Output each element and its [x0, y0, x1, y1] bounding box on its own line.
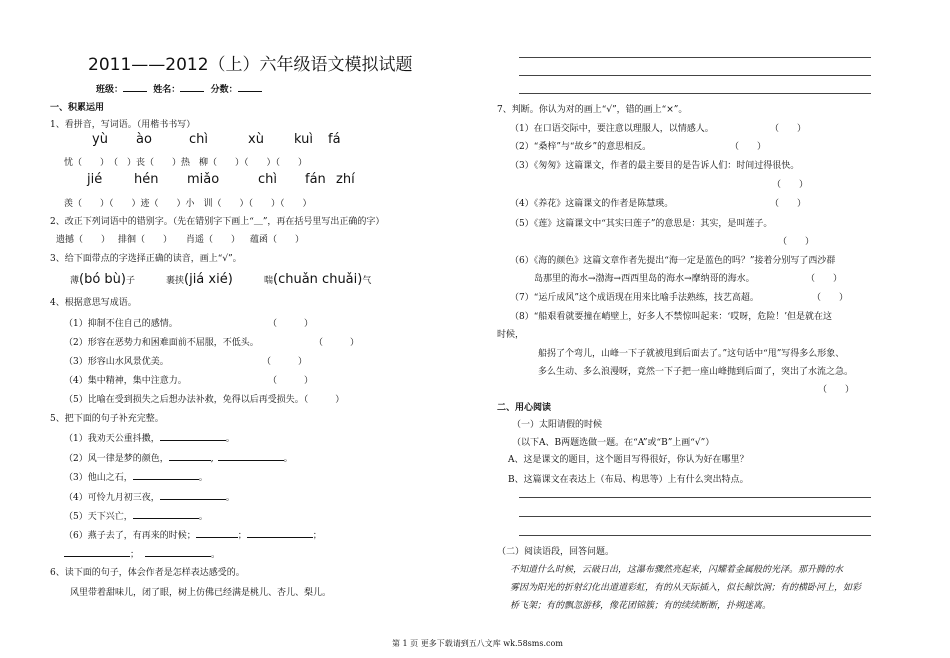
q5-item-3[interactable]: （3）他山之石， 。 — [64, 470, 208, 483]
q2-stem: 2、改正下列词语中的错别字。（先在错别字下画上“＿”，再在括号里写出正确的字） — [50, 217, 385, 227]
q4-item: （2）形容在恶势力和困难面前不屈服，不低头。 — [64, 338, 259, 348]
answer-line[interactable] — [519, 57, 871, 58]
q3-item-2[interactable] — [166, 268, 233, 287]
q1-stem: 1、看拼音，写词语。（用楷书书写） — [50, 120, 196, 130]
q7-answer-paren[interactable]: （ ） — [730, 142, 767, 152]
option-a[interactable]: A、这是课文的题目，这个题目写得很好，你认为好在哪里？ — [508, 455, 749, 465]
q7-item: （4）《养花》这篇课文的作者是陈慧瑛。 — [510, 199, 674, 209]
q5-item-6-cont[interactable]: ； 。 — [64, 547, 220, 560]
q2-word[interactable]: 蕴函（ ） — [250, 235, 305, 245]
q4-answer-paren[interactable]: （ ） — [268, 376, 314, 386]
reading-2-passage-line: 桥飞架；有的飘忽游移，像花团锦簇；有的续续断断，扑朔迷离。 — [510, 601, 772, 611]
pinyin: chì — [258, 172, 277, 187]
student-info: 班级： 姓名： 分数： — [96, 82, 262, 95]
q3-stem: 3、给下面带点的字选择正确的读音，画上“√”。 — [50, 254, 242, 264]
q3-item-1[interactable] — [70, 268, 135, 287]
q7-item: （1）在口语交际中，要注意以理服人，以情感人。 — [510, 124, 714, 134]
pinyin: jié — [87, 172, 103, 187]
q3-pinyin-options[interactable]: (jiá xié) — [184, 272, 233, 287]
section-2-heading: 二、用心阅读 — [497, 403, 552, 413]
q7-answer-paren[interactable]: （ ） — [818, 385, 855, 395]
q4-answer-paren[interactable]: （ ） — [262, 357, 308, 367]
q4-item: （1）抑制不住自己的感情。 — [64, 319, 178, 329]
q2-word[interactable]: 肖遥（ ） — [186, 235, 241, 245]
pinyin: hén — [134, 172, 159, 187]
q7-item: 船拐了个弯儿，山峰一下子就被甩到后面去了。”这句话中“甩”写得多么形象、 — [538, 349, 845, 359]
answer-line[interactable] — [519, 75, 871, 76]
q3-char: 薄 — [70, 276, 80, 286]
q4-answer-paren[interactable]: （ ） — [268, 319, 314, 329]
q5-item-4[interactable]: （4）可怜九月初三夜， 。 — [64, 490, 235, 503]
pinyin: yù — [92, 132, 108, 147]
pinyin: fán — [305, 172, 326, 187]
q7-answer-paren[interactable]: （ ） — [812, 293, 849, 303]
q4-item: （4）集中精神，集中注意力。 — [64, 376, 187, 386]
q7-answer-paren[interactable]: （ ） — [770, 199, 807, 209]
reading-1-instructions: （以下A、B两题选做一题。在“A”或“B”上画“√”） — [512, 438, 715, 448]
reading-2-title: （二）阅读语段，回答问题。 — [497, 547, 615, 557]
q3-char: 气 — [362, 276, 372, 286]
answer-line[interactable] — [519, 497, 871, 498]
pinyin: zhí — [336, 172, 355, 187]
q4-item[interactable]: （5）比喻在受到损失之后想办法补救，免得以后再受损失。（ ） — [64, 395, 345, 405]
q4-item: （3）形容山水风景优美。 — [64, 357, 169, 367]
q3-char: 喘 — [264, 276, 274, 286]
q5-item-6[interactable]: （6）燕子去了，有再来的时候； ； ； — [64, 528, 322, 541]
q7-item: （8）“船艰看就要撞在峭壁上，好多人不禁惊叫起来：‘哎呀，危险！’但是就在这 — [510, 312, 833, 322]
q7-answer-paren[interactable]: （ ） — [778, 237, 815, 247]
page-title: 2011——2012（上）六年级语文模拟试题 — [88, 55, 413, 75]
q5-stem: 5、把下面的句子补充完整。 — [50, 414, 164, 424]
q4-answer-paren[interactable]: （ ） — [314, 338, 360, 348]
q6-text: 风里带着甜味儿，闭了眼，树上仿佛已经满是桃儿、杏儿、梨儿。 — [70, 588, 332, 598]
answer-line[interactable] — [519, 516, 871, 517]
q1-blanks-row-1[interactable]: 忧（ ） （ ）丧（ ）热 柳（ ）（ ）（ ） — [64, 158, 308, 168]
reading-2-passage-line: 不知道什么时候，云破日出，这瀑布骤然亮起来，闪耀着金属般的光泽。那升腾的水 — [510, 565, 844, 575]
q7-item: 时候， — [497, 330, 525, 340]
q7-answer-paren[interactable]: （ ） — [772, 180, 809, 190]
answer-line[interactable] — [519, 93, 871, 94]
q2-word[interactable]: 遗撼（ ） — [56, 235, 111, 245]
q7-answer-paren[interactable]: （ ） — [806, 274, 843, 284]
q5-item-1[interactable]: （1）我劝天公重抖擞， 。 — [64, 431, 235, 444]
q1-blanks-row-2[interactable]: 羡（ ）（ ）迹（ ）小 训（ ）（ ）（ ） — [64, 199, 312, 209]
q7-answer-paren[interactable]: （ ） — [770, 124, 807, 134]
pinyin: chì — [189, 132, 208, 147]
q2-word[interactable]: 排徊（ ） — [118, 235, 173, 245]
pinyin: kuì — [294, 132, 313, 147]
q7-item: （7）“运斤成风”这个成语现在用来比喻手法熟练，技艺高超。 — [510, 293, 759, 303]
page-footer: 第 1 页 更多下载请到五八文库 wk.58sms.com — [392, 639, 563, 648]
q7-stem: 7、判断。你认为对的画上“√”，错的画上“×”。 — [497, 105, 688, 115]
q7-item: （2）“桑梓”与“故乡”的意思相反。 — [510, 142, 652, 152]
q3-pinyin-options[interactable]: (bó bù) — [79, 272, 126, 287]
pinyin: miǎo — [187, 172, 220, 187]
q3-char: 裹挟 — [166, 276, 185, 286]
q3-pinyin-options[interactable]: (chuǎn chuǎi) — [273, 272, 363, 287]
reading-1-title: （一）太阳请假的时候 — [512, 420, 603, 430]
q4-stem: 4、根据意思写成语。 — [50, 298, 137, 308]
pinyin: xù — [248, 132, 264, 147]
pinyin: ào — [136, 132, 152, 147]
reading-2-passage-line: 雾因为阳光的折射幻化出道道彩虹，有的从天际插入，似长鲸饮涧；有的横卧河上，如彩 — [510, 583, 862, 593]
q5-item-2[interactable]: （2）风一律是梦的颜色， , 。 — [64, 451, 293, 464]
q6-stem: 6、读下面的句子，体会作者是怎样表达感受的。 — [50, 568, 245, 578]
q3-item-3[interactable] — [264, 268, 371, 287]
option-b[interactable]: B、这篇课文在表达上（布局、构思等）上有什么突出特点。 — [508, 475, 749, 485]
q7-item: （6）《海的颜色》这篇文章作者先提出“海一定是蓝色的吗？”接着分别写了西沙群 — [510, 256, 836, 266]
q7-item: （5）《莲》这篇课文中“其实曰莲子”的意思是：其实，是叫莲子。 — [510, 219, 773, 229]
pinyin: fá — [328, 132, 341, 147]
q7-item: （3）《匆匆》这篇课文，作者的最主要目的是告诉人们：时间过得很快。 — [510, 161, 800, 171]
q7-item: 岛那里的海水→渤海→西西里岛的海水→摩纳哥的海水。 — [534, 274, 755, 284]
q7-item: 多么生动、多么浪漫呀，竟然一下子把一座山峰抛到后面了，突出了水流之急。 — [538, 367, 854, 377]
section-1-heading: 一、积累运用 — [50, 103, 105, 113]
answer-line[interactable] — [519, 535, 871, 536]
q3-char: 子 — [126, 276, 136, 286]
q5-item-5[interactable]: （5）天下兴亡， 。 — [64, 509, 208, 522]
